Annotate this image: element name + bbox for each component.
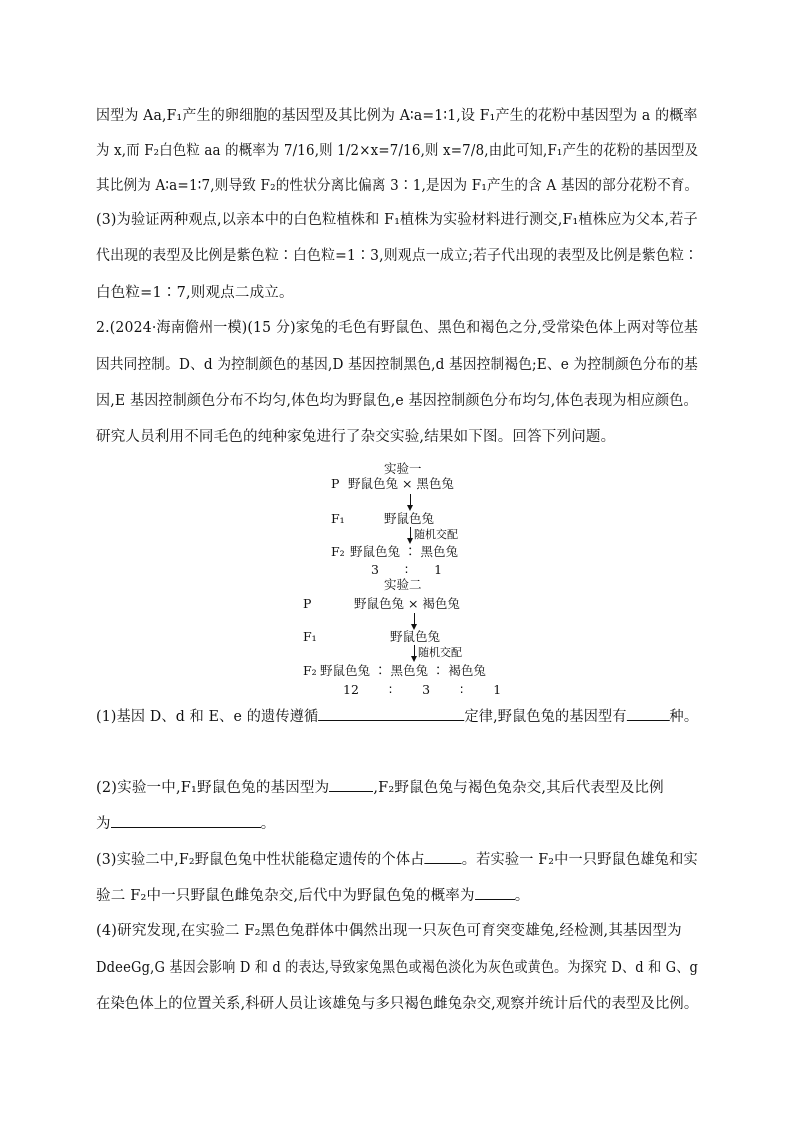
q1-text-b: 定律,野鼠色兔的基因型有 xyxy=(464,709,627,725)
exp2-f1-label: F₁ xyxy=(303,629,317,644)
exp1-f1: 野鼠色兔 xyxy=(384,511,435,526)
exp1-title: 实验一 xyxy=(384,461,422,476)
exp1-arrow-f1-f2 xyxy=(410,527,411,539)
q3-text-a: (3)实验二中,F₂野鼠色兔中性状能稳定遗传的个体占 xyxy=(96,852,425,868)
exp1-f2-label: F₂ xyxy=(331,544,345,559)
exp2-arrow-p-f1 xyxy=(414,613,415,625)
exp2-mating: 随机交配 xyxy=(418,646,462,659)
answer-blank[interactable] xyxy=(475,885,515,900)
q1-text-c: 种。 xyxy=(669,709,699,725)
subquestion-3 xyxy=(96,849,698,870)
answer-blank[interactable] xyxy=(425,849,462,864)
exp1-mating: 随机交配 xyxy=(414,528,458,541)
question-line: 2.(2024·海南儋州一模)(15 分)家兔的毛色有野鼠色、黑色和褐色之分,受常染色体上两对等位基 xyxy=(96,320,699,336)
subquestion-1 xyxy=(96,706,698,727)
subquestion-3-cont xyxy=(96,885,529,906)
q2-text-b: ,F₂野鼠色兔与褐色兔杂交,其后代表型及比例 xyxy=(373,780,664,796)
q1-text-a: (1)基因 D、d 和 E、e 的遗传遵循 xyxy=(96,709,319,725)
q3-text-d: 。 xyxy=(514,888,530,904)
solution-line: 白色粒=1∶7,则观点二成立。 xyxy=(96,285,294,301)
subquestion-4-line: 在染色体上的位置关系,科研人员让该雄兔与多只褐色雌兔杂交,观察并统计后代的表型及比例。 xyxy=(96,996,699,1012)
exp2-p-label: P xyxy=(303,596,312,611)
exp2-title: 实验二 xyxy=(384,577,422,592)
exp2-ratio: 12 ∶ 3 ∶ 1 xyxy=(343,682,502,697)
solution-line: 其比例为 A∶a=1∶7,则导致 F₂的性状分离比偏离 3∶1,是因为 F₁产生的含 A 基因的部分花粉不育。 xyxy=(96,178,699,194)
exp2-f2-label: F₂ xyxy=(303,663,317,678)
subquestion-4-line: (4)研究发现,在实验二 F₂黑色兔群体中偶然出现一只灰色可育突变雄兔,经检测,其基因型为 xyxy=(96,923,682,939)
subquestion-2 xyxy=(96,777,664,798)
answer-blank[interactable] xyxy=(111,813,261,828)
exp2-arrow-f1-f2 xyxy=(414,645,415,657)
exp1-p-cross: 野鼠色兔 × 黑色兔 xyxy=(348,476,454,491)
exp1-ratio: 3 ∶ 1 xyxy=(371,562,443,577)
exp1-arrow-p-f1 xyxy=(410,494,411,506)
subquestion-2-cont xyxy=(96,813,275,834)
solution-line: (3)为验证两种观点,以亲本中的白色粒植株和 F₁植株为实验材料进行测交,F₁植株应为父本,若子 xyxy=(96,212,698,228)
solution-line: 代出现的表型及比例是紫色粒∶白色粒=1∶3,则观点一成立;若子代出现的表型及比例是紫色粒∶ xyxy=(96,248,699,264)
q2-text-a: (2)实验一中,F₁野鼠色兔的基因型为 xyxy=(96,780,330,796)
q2-text-d: 。 xyxy=(260,816,276,832)
exp2-f1: 野鼠色兔 xyxy=(390,629,441,644)
q2-text-c: 为 xyxy=(96,816,111,832)
question-line: 因,E 基因控制颜色分布不均匀,体色均为野鼠色,e 基因控制颜色分布均匀,体色表现为相应颜色。 xyxy=(96,393,698,409)
question-line: 因共同控制。D、d 为控制颜色的基因,D 基因控制黑色,d 基因控制褐色;E、e 为控制颜色分布的基 xyxy=(96,357,699,373)
subquestion-4-line: DdeeGg,G 基因会影响 D 和 d 的表达,导致家兔黑色或褐色淡化为灰色或黄色。为探究 D、d 和 G、g xyxy=(96,960,699,976)
exp1-f1-label: F₁ xyxy=(331,511,345,526)
exp1-p-label: P xyxy=(331,476,340,491)
answer-blank[interactable] xyxy=(627,706,670,721)
solution-line: 因型为 Aa,F₁产生的卵细胞的基因型及其比例为 A∶a=1∶1,设 F₁产生的花粉中基因型为 a 的概率 xyxy=(96,108,698,124)
q3-text-b: 。若实验一 F₂中一只野鼠色雄兔和实 xyxy=(461,852,698,868)
q3-text-c: 验二 F₂中一只野鼠色雌兔杂交,后代中为野鼠色兔的概率为 xyxy=(96,888,475,904)
exp2-f2: 野鼠色兔 ∶ 黑色兔 ∶ 褐色兔 xyxy=(320,663,486,678)
exp2-p-cross: 野鼠色兔 × 褐色兔 xyxy=(354,596,460,611)
solution-line: 为 x,而 F₂白色粒 aa 的概率为 7/16,则 1/2×x=7/16,则 x=7/8,由此可知,F₁产生的花粉的基因型及 xyxy=(96,143,699,159)
exp1-f2: 野鼠色兔 ∶ 黑色兔 xyxy=(350,544,458,559)
answer-blank[interactable] xyxy=(329,777,373,792)
question-line: 研究人员利用不同毛色的纯种家兔进行了杂交实验,结果如下图。回答下列问题。 xyxy=(96,429,616,445)
answer-blank[interactable] xyxy=(318,706,464,721)
